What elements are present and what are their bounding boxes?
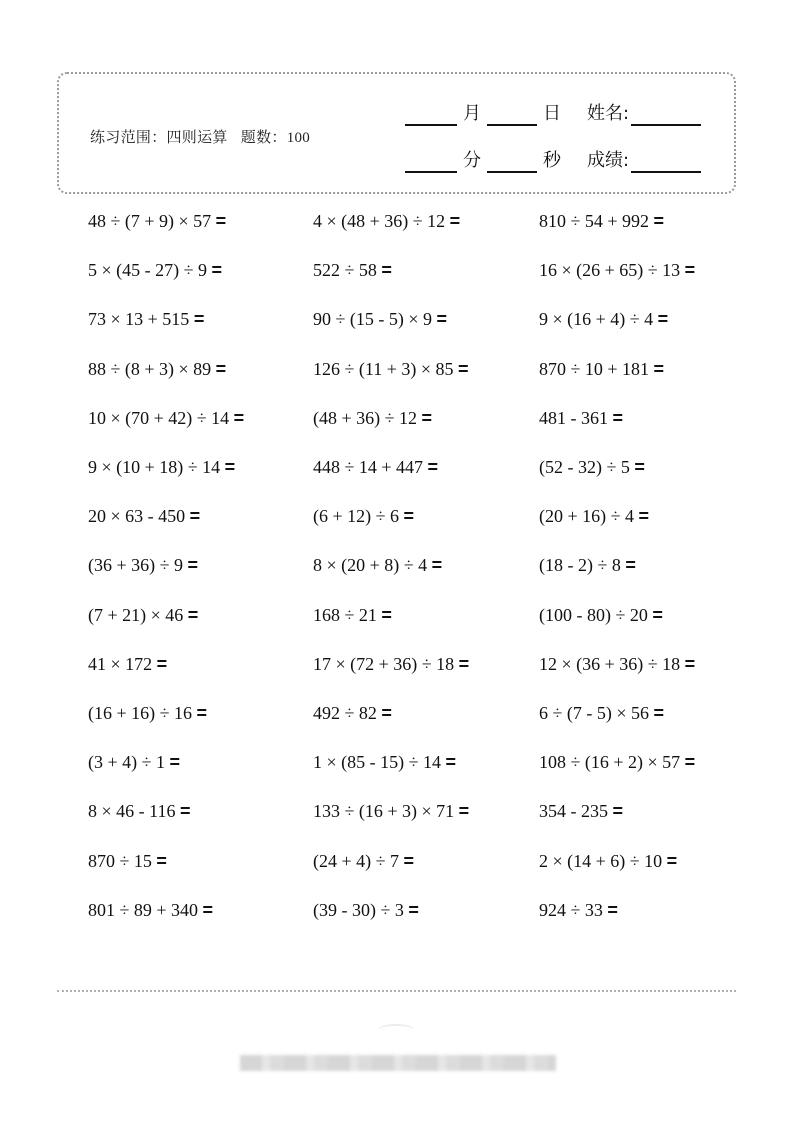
equals-sign: = [202, 900, 214, 920]
problem-expression: 448 ÷ 14 + 447 [313, 457, 424, 477]
problem-item [313, 407, 432, 429]
problem-expression: 870 ÷ 15 [88, 851, 152, 871]
problem-expression: 73 × 13 + 515 [88, 309, 190, 329]
equals-sign: = [684, 260, 696, 280]
problem-expression: (100 - 80) ÷ 20 [539, 605, 648, 625]
problem-item [88, 653, 167, 675]
problem-item [88, 800, 191, 822]
problem-item [313, 899, 419, 921]
problem-item [88, 505, 200, 527]
problem-expression: 924 ÷ 33 [539, 900, 603, 920]
equals-sign: = [381, 605, 392, 625]
problem-item [88, 407, 244, 429]
equals-sign: = [612, 801, 624, 821]
equals-sign: = [436, 309, 448, 329]
equals-sign: = [224, 457, 236, 477]
equals-sign: = [215, 359, 227, 379]
problem-expression: 133 ÷ (16 + 3) × 71 [313, 801, 455, 821]
problem-item [539, 358, 664, 380]
problem-expression: (3 + 4) ÷ 1 [88, 752, 166, 772]
problem-expression: 8 × (20 + 8) ÷ 4 [313, 555, 428, 575]
equals-sign: = [458, 654, 470, 674]
problem-item [313, 850, 414, 872]
problem-item [88, 308, 204, 330]
problem-item [313, 259, 392, 281]
footer-watermark-arc [378, 1024, 414, 1036]
problem-expression: 12 × (36 + 36) ÷ 18 [539, 654, 681, 674]
equals-sign: = [653, 703, 665, 723]
equals-sign: = [187, 605, 199, 625]
problem-item [88, 358, 226, 380]
equals-sign: = [169, 752, 181, 772]
problem-item [313, 702, 392, 724]
problem-item [313, 800, 469, 822]
equals-sign: = [612, 408, 624, 428]
problem-expression: (7 + 21) × 46 [88, 605, 184, 625]
equals-sign: = [653, 359, 665, 379]
problem-item [88, 210, 226, 232]
problem-expression: 90 ÷ (15 - 5) × 9 [313, 309, 433, 329]
equals-sign: = [189, 506, 201, 526]
problem-item [539, 800, 623, 822]
problem-item [539, 407, 623, 429]
bottom-divider [57, 990, 736, 992]
equals-sign: = [431, 555, 443, 575]
equals-sign: = [427, 457, 439, 477]
problem-item [88, 850, 167, 872]
problem-item [539, 259, 695, 281]
equals-sign: = [381, 703, 392, 723]
problem-item [88, 456, 235, 478]
equals-sign: = [625, 555, 636, 575]
problem-expression: (18 - 2) ÷ 8 [539, 555, 621, 575]
problem-expression: 6 ÷ (7 - 5) × 56 [539, 703, 650, 723]
problem-item [88, 751, 180, 773]
problem-item [539, 308, 668, 330]
problem-expression: (24 + 4) ÷ 7 [313, 851, 400, 871]
equals-sign: = [187, 555, 199, 575]
problem-expression: (36 + 36) ÷ 9 [88, 555, 184, 575]
problem-item [313, 358, 469, 380]
problem-expression: 492 ÷ 82 [313, 703, 377, 723]
problem-item [88, 604, 198, 626]
equals-sign: = [445, 752, 457, 772]
problem-expression: (48 + 36) ÷ 12 [313, 408, 418, 428]
problem-expression: 801 ÷ 89 + 340 [88, 900, 199, 920]
equals-sign: = [657, 309, 669, 329]
problem-item [313, 604, 392, 626]
problem-item [313, 554, 442, 576]
problem-item [313, 210, 460, 232]
equals-sign: = [638, 506, 650, 526]
footer-blurred-text [240, 1055, 556, 1071]
equals-sign: = [607, 900, 618, 920]
problem-expression: 41 × 172 [88, 654, 153, 674]
problem-item [313, 751, 456, 773]
problem-item [313, 505, 414, 527]
equals-sign: = [403, 851, 415, 871]
minutes-label: 分 [463, 150, 481, 171]
problem-item [539, 210, 664, 232]
problem-item [88, 259, 222, 281]
problem-expression: 88 ÷ (8 + 3) × 89 [88, 359, 212, 379]
equals-sign: = [421, 408, 433, 428]
problem-expression: 4 × (48 + 36) ÷ 12 [313, 211, 446, 231]
problem-item [539, 505, 649, 527]
equals-sign: = [156, 851, 167, 871]
seconds-label: 秒 [543, 150, 561, 171]
problem-expression: 20 × 63 - 450 [88, 506, 186, 526]
month-label: 月 [463, 103, 481, 124]
problem-expression: 17 × (72 + 36) ÷ 18 [313, 654, 455, 674]
problem-expression: 810 ÷ 54 + 992 [539, 211, 650, 231]
problem-item [313, 653, 469, 675]
problem-item [539, 702, 664, 724]
problem-expression: 481 - 361 [539, 408, 608, 428]
equals-sign: = [449, 211, 461, 231]
problem-count-value: 100 [286, 130, 311, 146]
problem-expression: (39 - 30) ÷ 3 [313, 900, 404, 920]
problem-expression: 2 × (14 + 6) ÷ 10 [539, 851, 663, 871]
problem-expression: 168 ÷ 21 [313, 605, 377, 625]
problem-expression: 48 ÷ (7 + 9) × 57 [88, 211, 212, 231]
equals-sign: = [179, 801, 191, 821]
problem-item [88, 702, 207, 724]
problem-expression: (52 - 32) ÷ 5 [539, 457, 630, 477]
name-label: 姓名: [587, 103, 630, 124]
problem-expression: 354 - 235 [539, 801, 608, 821]
equals-sign: = [193, 309, 205, 329]
problem-expression: 10 × (70 + 42) ÷ 14 [88, 408, 230, 428]
problem-expression: 870 ÷ 10 + 181 [539, 359, 650, 379]
equals-sign: = [684, 654, 696, 674]
problem-item [539, 554, 636, 576]
problem-expression: (16 + 16) ÷ 16 [88, 703, 193, 723]
equals-sign: = [666, 851, 678, 871]
problem-expression: (20 + 16) ÷ 4 [539, 506, 635, 526]
equals-sign: = [156, 654, 168, 674]
problem-expression: 9 × (16 + 4) ÷ 4 [539, 309, 654, 329]
day-label: 日 [543, 103, 561, 124]
problem-expression: 9 × (10 + 18) ÷ 14 [88, 457, 221, 477]
equals-sign: = [684, 752, 696, 772]
score-label: 成绩: [587, 150, 630, 171]
problem-expression: (6 + 12) ÷ 6 [313, 506, 400, 526]
equals-sign: = [233, 408, 245, 428]
problem-item [539, 899, 618, 921]
equals-sign: = [215, 211, 227, 231]
equals-sign: = [652, 605, 663, 625]
problem-expression: 5 × (45 - 27) ÷ 9 [88, 260, 208, 280]
problem-item [539, 653, 695, 675]
equals-sign: = [653, 211, 665, 231]
problem-expression: 108 ÷ (16 + 2) × 57 [539, 752, 681, 772]
equals-sign: = [458, 359, 469, 379]
problem-count-label: 题数： [240, 128, 287, 146]
problem-item [539, 850, 677, 872]
problem-item [313, 456, 438, 478]
equals-sign: = [634, 457, 645, 477]
equals-sign: = [211, 260, 223, 280]
equals-sign: = [196, 703, 208, 723]
problem-item [539, 604, 663, 626]
equals-sign: = [458, 801, 470, 821]
practice-range-label: 练习范围：四则运算 [90, 128, 228, 146]
problem-expression: 8 × 46 - 116 [88, 801, 176, 821]
problem-item [88, 899, 213, 921]
equals-sign: = [403, 506, 415, 526]
problem-expression: 126 ÷ (11 + 3) × 85 [313, 359, 454, 379]
equals-sign: = [408, 900, 419, 920]
problem-item [313, 308, 447, 330]
problem-expression: 522 ÷ 58 [313, 260, 377, 280]
problem-item [539, 456, 645, 478]
problem-expression: 16 × (26 + 65) ÷ 13 [539, 260, 681, 280]
problem-item [88, 554, 198, 576]
problem-expression: 1 × (85 - 15) ÷ 14 [313, 752, 442, 772]
equals-sign: = [381, 260, 392, 280]
problem-item [539, 751, 695, 773]
